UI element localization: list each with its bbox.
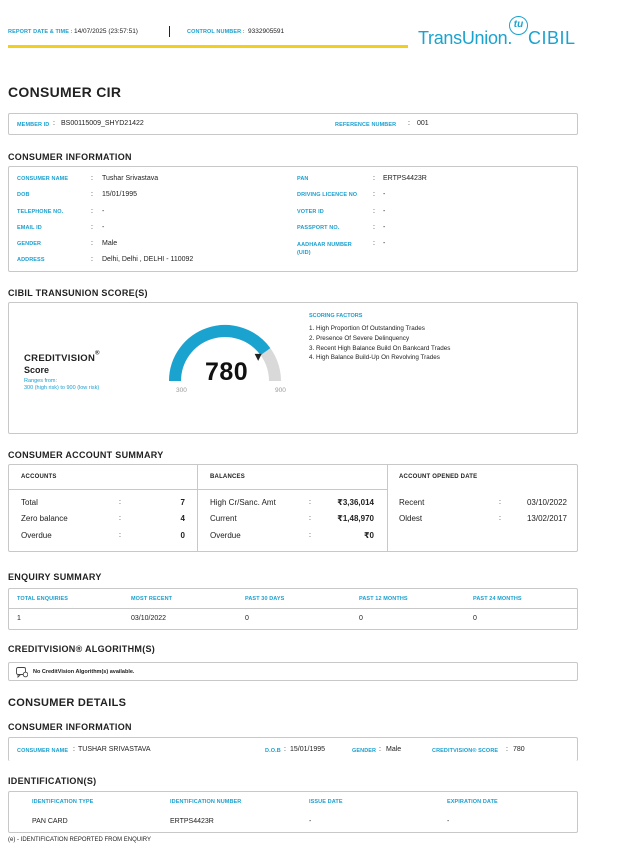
identification-header: ISSUE DATE bbox=[309, 799, 343, 805]
summary-row-label: Current bbox=[210, 514, 237, 523]
scoring-factors bbox=[309, 313, 569, 363]
opened-date-header: ACCOUNT OPENED DATE bbox=[399, 474, 478, 480]
logo-cibil-text: CIBIL bbox=[528, 28, 576, 48]
summary-row-label: Total bbox=[21, 498, 38, 507]
brand-reg: ® bbox=[95, 350, 100, 357]
consumer-info-box bbox=[8, 166, 578, 272]
detail-dob-label: D.O.B bbox=[265, 748, 281, 754]
member-id-label: MEMBER ID bbox=[17, 122, 50, 128]
info-label: GENDER bbox=[17, 241, 42, 247]
member-info-box bbox=[8, 113, 578, 135]
enquiry-header: MOST RECENT bbox=[131, 596, 173, 602]
enquiry-header: PAST 24 MONTHS bbox=[473, 596, 522, 602]
gauge-max-label: 900 bbox=[275, 387, 286, 394]
summary-row-value: ₹0 bbox=[363, 531, 374, 540]
gender-value: Male bbox=[102, 240, 118, 247]
info-label: AADHAAR NUMBER (UID) bbox=[297, 242, 352, 256]
reference-number-value: 001 bbox=[417, 120, 429, 127]
detail-gender-value: Male bbox=[386, 746, 402, 753]
creditvision-brand bbox=[24, 348, 100, 391]
passport-value: - bbox=[383, 224, 386, 231]
summary-row-label: Overdue bbox=[21, 531, 52, 540]
identification-header: EXPIRATION DATE bbox=[447, 799, 498, 805]
telephone-value: - bbox=[102, 208, 105, 215]
summary-row-value: 03/10/2022 bbox=[526, 498, 567, 507]
brand-name: CREDITVISION bbox=[24, 353, 96, 364]
identification-header: IDENTIFICATION NUMBER bbox=[170, 799, 242, 805]
algorithms-message: No CreditVision Algorithm(s) available. bbox=[33, 669, 135, 675]
consumer-info-left: CONSUMER NAME : Tushar Srivastava DOB : 15/01/1995 TELEPHONE NO. : - EMAIL ID : - GENDER : Male ADDRESS : Delhi, Delhi , DELHI - 110092 bbox=[17, 175, 194, 263]
algorithms-box bbox=[8, 662, 578, 681]
driving-licence-value: - bbox=[383, 191, 386, 198]
enquiry-header: TOTAL ENQUIRIES bbox=[17, 596, 69, 602]
info-label: ADDRESS bbox=[17, 257, 45, 263]
info-label: PAN bbox=[297, 176, 309, 182]
detail-score-label: CREDITVISION® SCORE bbox=[432, 748, 499, 754]
range-label: Ranges from: bbox=[24, 378, 58, 384]
summary-row-label: High Cr/Sanc. Amt bbox=[210, 498, 276, 507]
info-label: TELEPHONE NO. bbox=[17, 209, 64, 215]
email-value: - bbox=[102, 224, 105, 231]
voter-id-value: - bbox=[383, 208, 386, 215]
info-label: DOB bbox=[17, 192, 30, 198]
transunion-cibil-logo bbox=[418, 14, 583, 54]
identification-cell: - bbox=[447, 818, 450, 825]
enquiry-summary-table bbox=[8, 588, 578, 630]
detail-dob-value: 15/01/1995 bbox=[290, 746, 326, 753]
header-divider bbox=[169, 26, 170, 37]
enquiry-cell: 0 bbox=[245, 615, 249, 622]
account-summary-title: CONSUMER ACCOUNT SUMMARY bbox=[8, 450, 164, 460]
scoring-factors-title: SCORING FACTORS bbox=[309, 313, 363, 319]
range-text: 300 (high risk) to 900 (low risk) bbox=[24, 385, 100, 391]
reference-number-colon: : bbox=[408, 120, 410, 127]
summary-row-label: Oldest bbox=[399, 514, 423, 523]
aadhaar-value: - bbox=[383, 240, 386, 247]
address-value: Delhi, Delhi , DELHI - 110092 bbox=[102, 256, 194, 263]
summary-row-value: 13/02/2017 bbox=[526, 514, 567, 523]
summary-row-value: 4 bbox=[180, 514, 185, 523]
identification-footnote: (e) - IDENTIFICATION REPORTED FROM ENQUIRY bbox=[8, 837, 152, 843]
detail-gender-label: GENDER bbox=[352, 748, 377, 754]
header-underline bbox=[8, 45, 408, 48]
balances-column: BALANCES High Cr/Sanc. Amt : ₹3,36,014 Current : ₹1,48,970 Overdue : ₹0 bbox=[210, 474, 374, 540]
opened-date-column: ACCOUNT OPENED DATE Recent : 03/10/2022 Oldest : 13/02/2017 bbox=[399, 474, 567, 523]
enquiry-cell: 1 bbox=[17, 615, 21, 622]
consumer-details-info-title: CONSUMER INFORMATION bbox=[8, 722, 132, 732]
enquiry-summary-title: ENQUIRY SUMMARY bbox=[8, 572, 102, 582]
logo-badge-text: tu bbox=[513, 19, 524, 30]
score-section-title: CIBIL TRANSUNION SCORE(S) bbox=[8, 288, 148, 298]
summary-row-value: ₹1,48,970 bbox=[337, 514, 374, 523]
identification-header: IDENTIFICATION TYPE bbox=[32, 799, 94, 805]
info-label: DRIVING LICENCE NO bbox=[297, 192, 358, 198]
member-id-value: BS00115009_SHYD21422 bbox=[61, 120, 144, 127]
consumer-details-title: CONSUMER DETAILS bbox=[8, 697, 127, 709]
pan-value: ERTPS4423R bbox=[383, 175, 427, 182]
score-box bbox=[8, 302, 578, 434]
report-header bbox=[8, 26, 408, 48]
summary-row-label: Zero balance bbox=[21, 514, 68, 523]
identification-cell: ERTPS4423R bbox=[170, 818, 214, 825]
detail-name-value: TUSHAR SRIVASTAVA bbox=[78, 746, 151, 753]
consumer-info-title: CONSUMER INFORMATION bbox=[8, 152, 132, 162]
reference-number-label: REFERENCE NUMBER bbox=[335, 122, 397, 128]
gauge-marker-icon bbox=[255, 354, 262, 361]
score-value: 780 bbox=[205, 358, 249, 386]
report-date-value: 14/07/2025 (23:57:51) bbox=[74, 28, 138, 35]
account-summary-box bbox=[8, 464, 578, 552]
identification-table bbox=[8, 791, 578, 833]
info-chat-icon bbox=[16, 667, 28, 678]
consumer-name-value: Tushar Srivastava bbox=[102, 175, 159, 182]
identification-cell: - bbox=[309, 818, 312, 825]
scoring-factor-item: 2. Presence Of Severe Delinquency bbox=[309, 334, 410, 342]
report-date-label: REPORT DATE & TIME : bbox=[8, 29, 73, 35]
enquiry-cell: 03/10/2022 bbox=[131, 615, 167, 622]
consumer-details-box: CONSUMER NAME : TUSHAR SRIVASTAVA D.O.B : 15/01/1995 GENDER : Male CREDITVISION® SCORE : 780 bbox=[8, 737, 578, 761]
brand-sub: Score bbox=[24, 365, 50, 375]
accounts-column: ACCOUNTS Total : 7 Zero balance : 4 Overdue : 0 bbox=[21, 474, 185, 540]
algorithms-title: CREDITVISION® ALGORITHM(S) bbox=[8, 644, 156, 654]
summary-row-value: ₹3,36,014 bbox=[337, 498, 374, 507]
summary-row-value: 7 bbox=[180, 498, 185, 507]
scoring-factor-item: 3. Recent High Balance Build On Bankcard Trades bbox=[309, 344, 451, 352]
accounts-header: ACCOUNTS bbox=[21, 474, 57, 480]
control-number-value: 9332905591 bbox=[248, 28, 285, 35]
summary-row-value: 0 bbox=[180, 531, 185, 540]
balances-header: BALANCES bbox=[210, 474, 245, 480]
scoring-factor-item: 1. High Proportion Of Outstanding Trades bbox=[309, 325, 425, 332]
info-label: CONSUMER NAME bbox=[17, 176, 69, 182]
info-label: PASSPORT NO. bbox=[297, 225, 340, 231]
identification-cell: PAN CARD bbox=[32, 818, 68, 825]
summary-row-label: Overdue bbox=[210, 531, 241, 540]
member-id-colon: : bbox=[53, 120, 55, 127]
consumer-info-right: PAN : ERTPS4423R DRIVING LICENCE NO : - VOTER ID : - PASSPORT NO. : - AADHAAR NUMBER (UID) : - bbox=[297, 175, 427, 256]
detail-name-label: CONSUMER NAME bbox=[17, 748, 69, 754]
enquiry-header: PAST 30 DAYS bbox=[245, 596, 285, 602]
enquiry-header: PAST 12 MONTHS bbox=[359, 596, 408, 602]
summary-row-label: Recent bbox=[399, 498, 425, 507]
control-number-label: CONTROL NUMBER : bbox=[187, 29, 245, 35]
logo-tu-badge bbox=[509, 16, 528, 35]
detail-score-value: 780 bbox=[513, 746, 525, 753]
info-label: VOTER ID bbox=[297, 209, 324, 215]
gauge-min-label: 300 bbox=[176, 387, 187, 394]
dob-value: 15/01/1995 bbox=[102, 191, 138, 198]
enquiry-cell: 0 bbox=[473, 615, 477, 622]
logo-transunion-text: TransUnion. bbox=[418, 28, 513, 48]
identification-title: IDENTIFICATION(S) bbox=[8, 776, 97, 786]
page-title: CONSUMER CIR bbox=[8, 84, 122, 100]
scoring-factor-item: 4. High Balance Build-Up On Revolving Trades bbox=[309, 354, 440, 362]
info-label: EMAIL ID bbox=[17, 225, 42, 231]
enquiry-cell: 0 bbox=[359, 615, 363, 622]
